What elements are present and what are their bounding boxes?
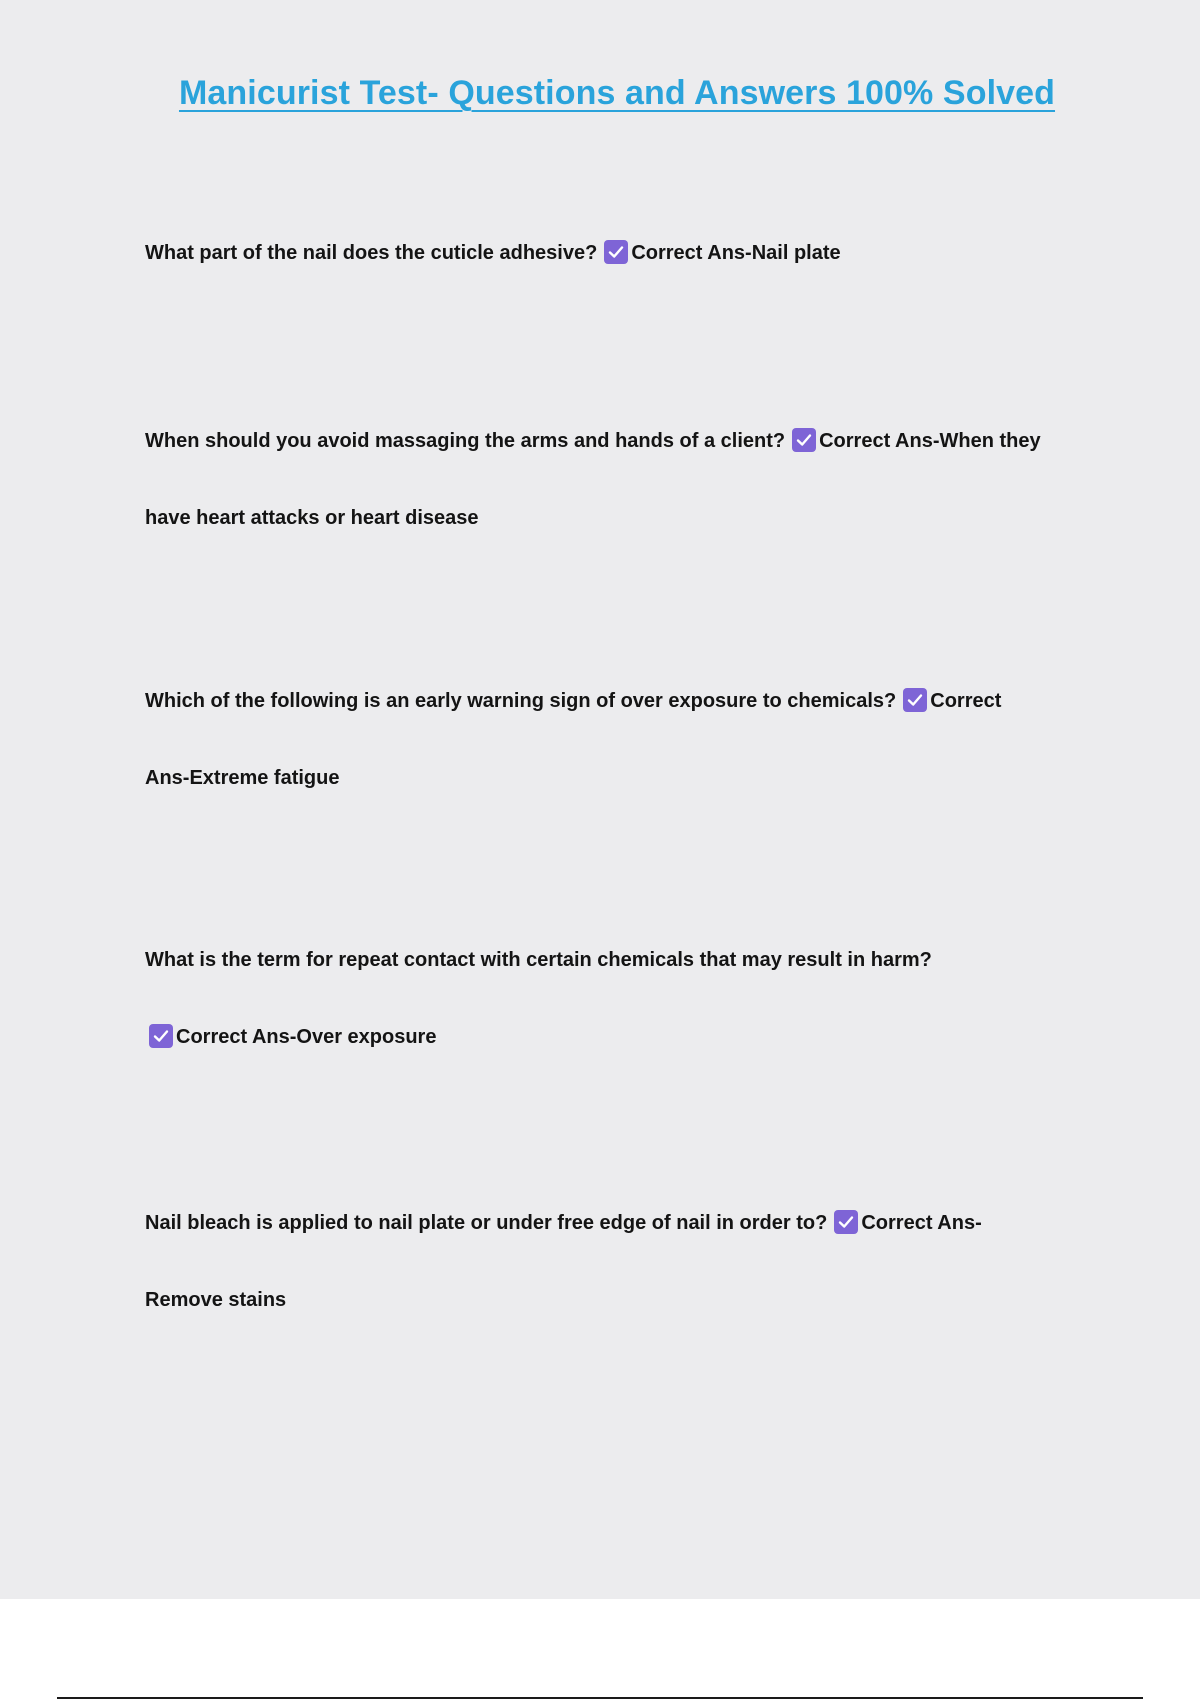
answer-text: Correct Ans- bbox=[861, 1212, 982, 1234]
answer-text: Correct Ans-Over exposure bbox=[176, 1026, 437, 1048]
question-text: When should you avoid massaging the arms and hands of a client? bbox=[145, 430, 786, 452]
qa-line bbox=[145, 999, 1085, 1076]
answer-continuation: have heart attacks or heart disease bbox=[145, 507, 479, 529]
checked-box-icon bbox=[903, 688, 927, 712]
qa-item bbox=[145, 922, 1085, 1076]
page-footer-area bbox=[0, 1599, 1200, 1700]
question-text: What part of the nail does the cuticle adhesive? bbox=[145, 242, 598, 264]
qa-line bbox=[145, 1185, 1085, 1262]
answer-continuation: Ans-Extreme fatigue bbox=[145, 767, 340, 789]
qa-item bbox=[145, 215, 1085, 292]
checked-box-icon bbox=[149, 1024, 173, 1048]
qa-item bbox=[145, 403, 1085, 557]
question-text: What is the term for repeat contact with certain chemicals that may result in harm? bbox=[145, 949, 932, 971]
question-text: Which of the following is an early warning sign of over exposure to chemicals? bbox=[145, 690, 897, 712]
checked-box-icon bbox=[604, 240, 628, 264]
qa-item bbox=[145, 1185, 1085, 1339]
qa-line bbox=[145, 403, 1085, 480]
checked-box-icon bbox=[792, 428, 816, 452]
answer-text: Correct Ans-When they bbox=[819, 430, 1041, 452]
qa-item bbox=[145, 663, 1085, 817]
answer-text: Correct bbox=[930, 690, 1002, 712]
checked-box-icon bbox=[834, 1210, 858, 1234]
document-title: Manicurist Test- Questions and Answers 100% Solved bbox=[178, 74, 1056, 112]
footer-divider bbox=[57, 1697, 1143, 1699]
answer-continuation: Remove stains bbox=[145, 1289, 287, 1311]
question-text: Nail bleach is applied to nail plate or under free edge of nail in order to? bbox=[145, 1212, 828, 1234]
answer-text: Correct Ans-Nail plate bbox=[631, 242, 841, 264]
qa-line bbox=[145, 663, 1085, 740]
qa-line bbox=[145, 215, 1085, 292]
